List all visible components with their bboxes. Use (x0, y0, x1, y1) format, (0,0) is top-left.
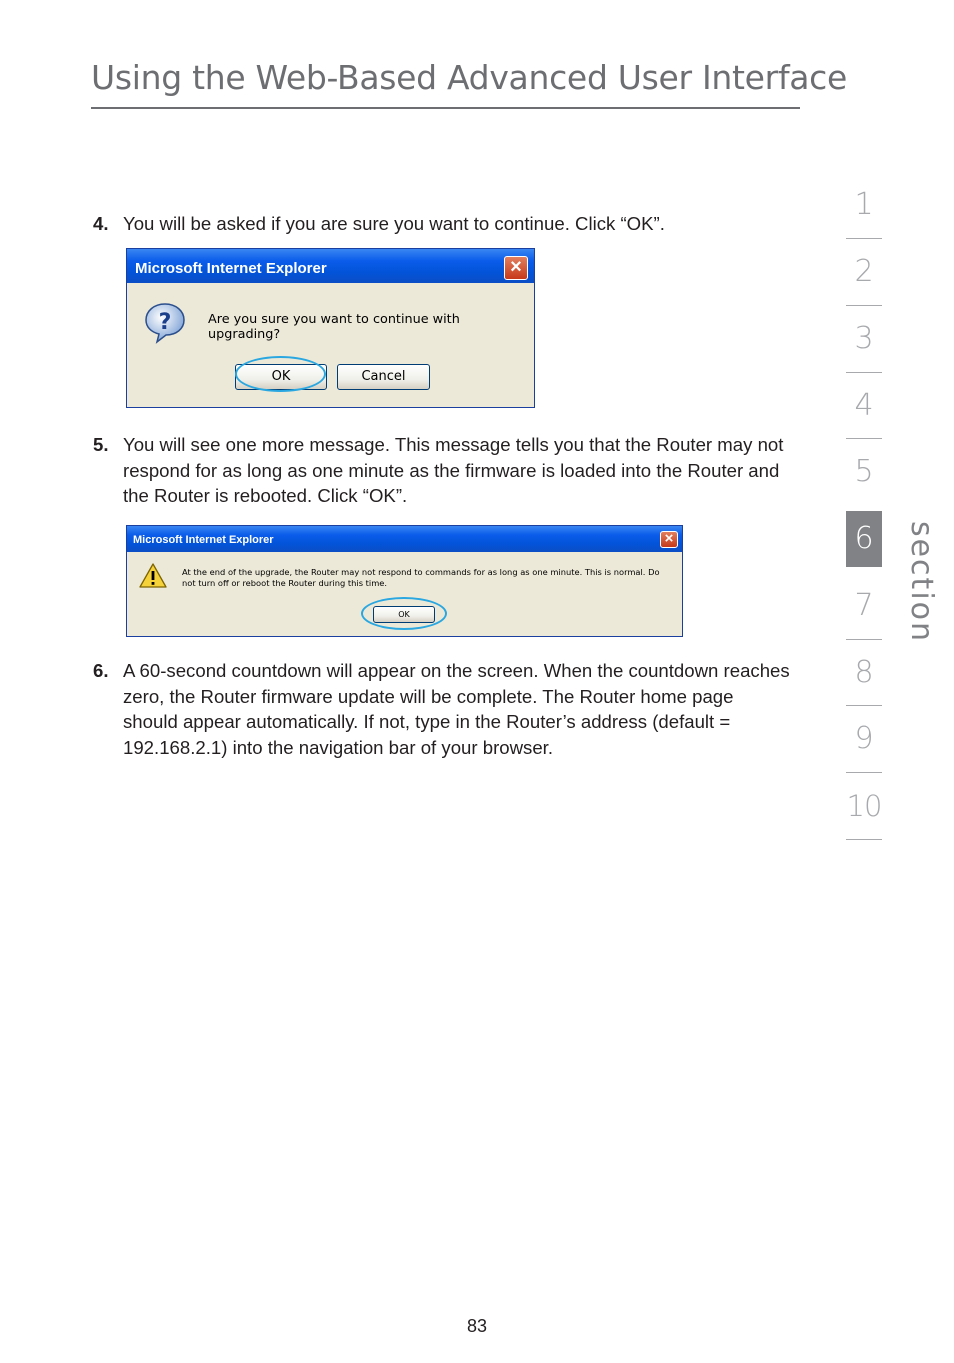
step-number: 4. (93, 213, 109, 234)
ok-highlight-circle (235, 356, 326, 392)
page-title: Using the Web-Based Advanced User Interface (91, 58, 848, 97)
question-icon (143, 301, 187, 345)
section-divider (846, 438, 882, 439)
step-number: 5. (93, 434, 109, 455)
section-tab-2[interactable]: 2 (854, 254, 874, 289)
confirm-dialog (126, 248, 535, 408)
section-tab-6-active[interactable]: 6 (846, 511, 882, 567)
section-tab-7[interactable]: 7 (854, 588, 874, 623)
section-tab-3[interactable]: 3 (854, 321, 874, 356)
page-number: 83 (466, 1316, 488, 1336)
ok-highlight-circle (361, 597, 447, 630)
section-tab-4[interactable]: 4 (854, 388, 874, 423)
step-text: You will see one more message. This message tells you that the Router may not respond for as long as one minute as the firmware is loaded into the Router and the Router is rebooted. Click “OK”. (123, 434, 784, 506)
section-divider (846, 705, 882, 706)
svg-text:?: ? (158, 310, 172, 335)
section-divider (846, 305, 882, 306)
section-tab-1[interactable]: 1 (854, 187, 874, 222)
section-label: section (904, 520, 939, 644)
dialog-titlebar: Microsoft Internet Explorer (127, 526, 682, 552)
section-tab-8[interactable]: 8 (854, 655, 874, 690)
step-4 (93, 211, 793, 237)
message-line: not turn off or reboot the Router during this time. (182, 578, 388, 588)
section-divider (846, 238, 882, 239)
section-divider (846, 839, 882, 840)
section-tab-5[interactable]: 5 (854, 454, 874, 489)
warning-icon (139, 563, 167, 589)
section-divider (846, 639, 882, 640)
step-text: A 60-second countdown will appear on the screen. When the countdown reaches zero, the Router firmware update will be complete. The Router home page should appear automatically. If not, type in the Router’s address (default = 192.168.2.1) into the navigation bar of your browser. (123, 660, 790, 758)
section-divider (846, 372, 882, 373)
dialog-titlebar: Microsoft Internet Explorer (127, 249, 534, 283)
step-number: 6. (93, 660, 109, 681)
close-icon[interactable]: × (504, 256, 528, 280)
step-5 (93, 432, 793, 510)
ok-button[interactable]: OK (235, 364, 327, 390)
message-line: At the end of the upgrade, the Router may not respond to commands for as long as one minute. This is normal. Do (182, 567, 660, 577)
close-icon[interactable]: × (660, 531, 678, 548)
section-tab-9[interactable]: 9 (854, 721, 874, 756)
ok-button[interactable]: OK (373, 606, 435, 623)
section-tab-10[interactable]: 10 (846, 789, 882, 823)
cancel-button[interactable]: Cancel (337, 364, 430, 390)
step-text: You will be asked if you are sure you want to continue. Click “OK”. (123, 213, 665, 234)
step-6 (93, 658, 793, 788)
title-rule (91, 107, 800, 109)
section-divider (846, 772, 882, 773)
dialog-message (182, 567, 660, 589)
dialog-message: Are you sure you want to continue with upgrading? (208, 312, 460, 342)
upgrade-warning-dialog (126, 525, 683, 637)
